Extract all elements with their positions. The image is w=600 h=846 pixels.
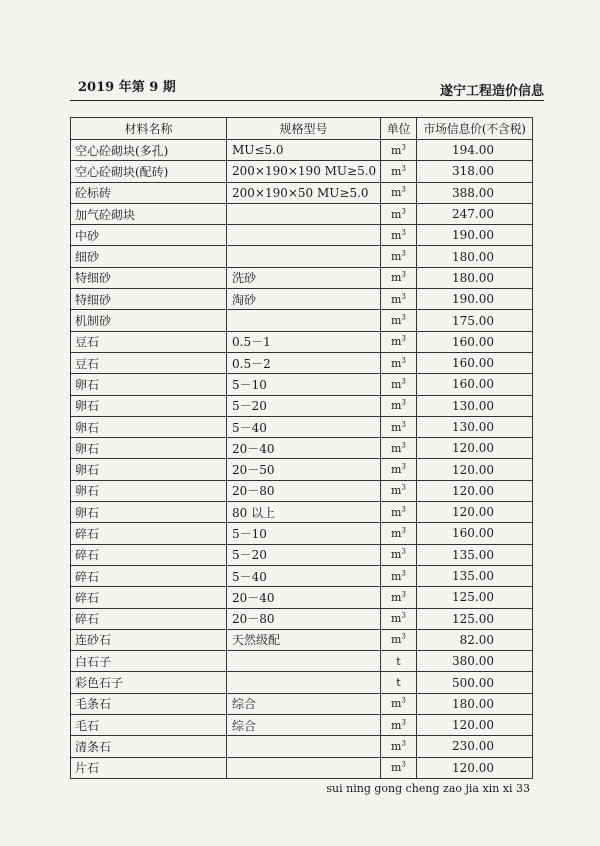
unit-cell: $m^3$ <box>381 715 417 736</box>
price-cell: 135.00 <box>417 565 533 586</box>
spec-cell: 5－10 <box>227 374 381 395</box>
unit-cell: $m^3$ <box>381 140 417 161</box>
table-row <box>71 608 533 629</box>
unit-cell: $m^3$ <box>381 629 417 650</box>
price-cell: 388.00 <box>417 182 533 203</box>
unit-cell: $m^3$ <box>381 523 417 544</box>
column-header-name: 材料名称 <box>71 118 227 140</box>
price-cell: 180.00 <box>417 267 533 288</box>
material-name-cell: 碎石 <box>71 587 227 608</box>
table-row <box>71 352 533 373</box>
unit-cell: $m^3$ <box>381 267 417 288</box>
unit-cell: $m^3$ <box>381 608 417 629</box>
page-footer: sui ning gong cheng zao jia xin xi 33 <box>326 782 530 795</box>
table-row <box>71 480 533 501</box>
spec-cell: 200×190×190 MU≥5.0 <box>227 161 381 182</box>
material-name-cell: 彩色石子 <box>71 672 227 693</box>
unit-cell: $m^3$ <box>381 374 417 395</box>
spec-cell: 综合 <box>227 693 381 714</box>
unit-cell: $m^3$ <box>381 352 417 373</box>
spec-cell: 0.5－2 <box>227 352 381 373</box>
table-row <box>71 459 533 480</box>
unit-cell: $m^3$ <box>381 736 417 757</box>
table-row <box>71 502 533 523</box>
table-row <box>71 161 533 182</box>
material-name-cell: 特细砂 <box>71 289 227 310</box>
unit-cell: $m^3$ <box>381 480 417 501</box>
unit-cell: $m^3$ <box>381 331 417 352</box>
material-name-cell: 卵石 <box>71 502 227 523</box>
material-name-cell: 卵石 <box>71 374 227 395</box>
price-cell: 190.00 <box>417 289 533 310</box>
price-cell: 120.00 <box>417 715 533 736</box>
material-name-cell: 卵石 <box>71 480 227 501</box>
price-cell: 160.00 <box>417 352 533 373</box>
material-name-cell: 白石子 <box>71 651 227 672</box>
price-cell: 82.00 <box>417 629 533 650</box>
unit-cell: $m^3$ <box>381 502 417 523</box>
price-cell: 160.00 <box>417 331 533 352</box>
table-row <box>71 267 533 288</box>
column-header-unit: 单位 <box>381 118 417 140</box>
table-row <box>71 544 533 565</box>
table-row <box>71 672 533 693</box>
unit-cell: $m^3$ <box>381 182 417 203</box>
price-cell: 247.00 <box>417 203 533 224</box>
unit-cell: $m^3$ <box>381 225 417 246</box>
column-header-spec: 规格型号 <box>227 118 381 140</box>
price-cell: 180.00 <box>417 246 533 267</box>
spec-cell: 0.5－1 <box>227 331 381 352</box>
material-name-cell: 卵石 <box>71 438 227 459</box>
table-row <box>71 651 533 672</box>
material-name-cell: 豆石 <box>71 352 227 373</box>
unit-cell: $m^3$ <box>381 395 417 416</box>
material-name-cell: 毛条石 <box>71 693 227 714</box>
table-row <box>71 182 533 203</box>
spec-cell: 20－50 <box>227 459 381 480</box>
unit-cell: t <box>381 651 417 672</box>
spec-cell: 20－40 <box>227 587 381 608</box>
table-row <box>71 331 533 352</box>
spec-cell <box>227 736 381 757</box>
material-name-cell: 豆石 <box>71 331 227 352</box>
spec-cell <box>227 246 381 267</box>
unit-cell: $m^3$ <box>381 438 417 459</box>
material-name-cell: 中砂 <box>71 225 227 246</box>
price-cell: 120.00 <box>417 502 533 523</box>
material-name-cell: 卵石 <box>71 416 227 437</box>
material-name-cell: 连砂石 <box>71 629 227 650</box>
table-row <box>71 693 533 714</box>
table-row <box>71 246 533 267</box>
price-cell: 180.00 <box>417 693 533 714</box>
unit-cell: $m^3$ <box>381 246 417 267</box>
spec-cell <box>227 651 381 672</box>
material-name-cell: 细砂 <box>71 246 227 267</box>
price-cell: 130.00 <box>417 395 533 416</box>
spec-cell: MU≤5.0 <box>227 140 381 161</box>
price-cell: 120.00 <box>417 757 533 778</box>
price-cell: 125.00 <box>417 608 533 629</box>
spec-cell: 5－10 <box>227 523 381 544</box>
publication-title: 遂宁工程造价信息 <box>439 84 544 99</box>
material-name-cell: 碎石 <box>71 523 227 544</box>
table-row <box>71 587 533 608</box>
table-row <box>71 715 533 736</box>
table-row <box>71 310 533 331</box>
spec-cell <box>227 757 381 778</box>
spec-cell: 20－80 <box>227 480 381 501</box>
material-name-cell: 卵石 <box>71 395 227 416</box>
material-name-cell: 碎石 <box>71 544 227 565</box>
price-cell: 130.00 <box>417 416 533 437</box>
spec-cell: 200×190×50 MU≥5.0 <box>227 182 381 203</box>
price-cell: 160.00 <box>417 523 533 544</box>
table-row <box>71 374 533 395</box>
material-name-cell: 空心砼砌块(多孔) <box>71 140 227 161</box>
table-row <box>71 565 533 586</box>
price-cell: 160.00 <box>417 374 533 395</box>
price-cell: 500.00 <box>417 672 533 693</box>
table-row <box>71 736 533 757</box>
spec-cell: 80 以上 <box>227 502 381 523</box>
spec-cell: 20－40 <box>227 438 381 459</box>
material-name-cell: 清条石 <box>71 736 227 757</box>
unit-cell: $m^3$ <box>381 459 417 480</box>
spec-cell <box>227 310 381 331</box>
unit-cell: $m^3$ <box>381 289 417 310</box>
material-name-cell: 加气砼砌块 <box>71 203 227 224</box>
header-divider <box>70 100 544 101</box>
material-name-cell: 砼标砖 <box>71 182 227 203</box>
table-row <box>71 757 533 778</box>
unit-cell: $m^3$ <box>381 565 417 586</box>
price-table-container <box>70 117 532 779</box>
material-name-cell: 卵石 <box>71 459 227 480</box>
material-name-cell: 特细砂 <box>71 267 227 288</box>
spec-cell: 5－40 <box>227 565 381 586</box>
spec-cell: 洗砂 <box>227 267 381 288</box>
column-header-price: 市场信息价(不含税) <box>417 118 533 140</box>
spec-cell: 天然级配 <box>227 629 381 650</box>
price-cell: 120.00 <box>417 438 533 459</box>
spec-cell <box>227 672 381 693</box>
unit-cell: $m^3$ <box>381 310 417 331</box>
table-body <box>71 140 533 779</box>
price-cell: 194.00 <box>417 140 533 161</box>
spec-cell: 20－80 <box>227 608 381 629</box>
issue-label: 2019 年第 9 期 <box>78 80 176 95</box>
price-cell: 230.00 <box>417 736 533 757</box>
table-row <box>71 416 533 437</box>
table-row <box>71 225 533 246</box>
material-name-cell: 机制砂 <box>71 310 227 331</box>
table-header-row <box>71 118 533 140</box>
spec-cell: 5－20 <box>227 395 381 416</box>
unit-cell: $m^3$ <box>381 161 417 182</box>
unit-cell: $m^3$ <box>381 587 417 608</box>
spec-cell <box>227 203 381 224</box>
price-cell: 125.00 <box>417 587 533 608</box>
material-name-cell: 毛石 <box>71 715 227 736</box>
price-cell: 120.00 <box>417 459 533 480</box>
spec-cell: 5－40 <box>227 416 381 437</box>
price-cell: 318.00 <box>417 161 533 182</box>
spec-cell: 5－20 <box>227 544 381 565</box>
table-row <box>71 395 533 416</box>
unit-cell: $m^3$ <box>381 757 417 778</box>
price-cell: 380.00 <box>417 651 533 672</box>
unit-cell: $m^3$ <box>381 203 417 224</box>
price-cell: 120.00 <box>417 480 533 501</box>
price-cell: 135.00 <box>417 544 533 565</box>
price-table <box>70 117 533 779</box>
spec-cell: 淘砂 <box>227 289 381 310</box>
spec-cell: 综合 <box>227 715 381 736</box>
unit-cell: $m^3$ <box>381 693 417 714</box>
price-cell: 175.00 <box>417 310 533 331</box>
table-row <box>71 438 533 459</box>
material-name-cell: 碎石 <box>71 608 227 629</box>
table-row <box>71 523 533 544</box>
material-name-cell: 空心砼砌块(配砖) <box>71 161 227 182</box>
material-name-cell: 碎石 <box>71 565 227 586</box>
table-row <box>71 289 533 310</box>
price-cell: 190.00 <box>417 225 533 246</box>
table-row <box>71 629 533 650</box>
unit-cell: t <box>381 672 417 693</box>
material-name-cell: 片石 <box>71 757 227 778</box>
spec-cell <box>227 225 381 246</box>
table-row <box>71 203 533 224</box>
unit-cell: $m^3$ <box>381 544 417 565</box>
table-row <box>71 140 533 161</box>
unit-cell: $m^3$ <box>381 416 417 437</box>
